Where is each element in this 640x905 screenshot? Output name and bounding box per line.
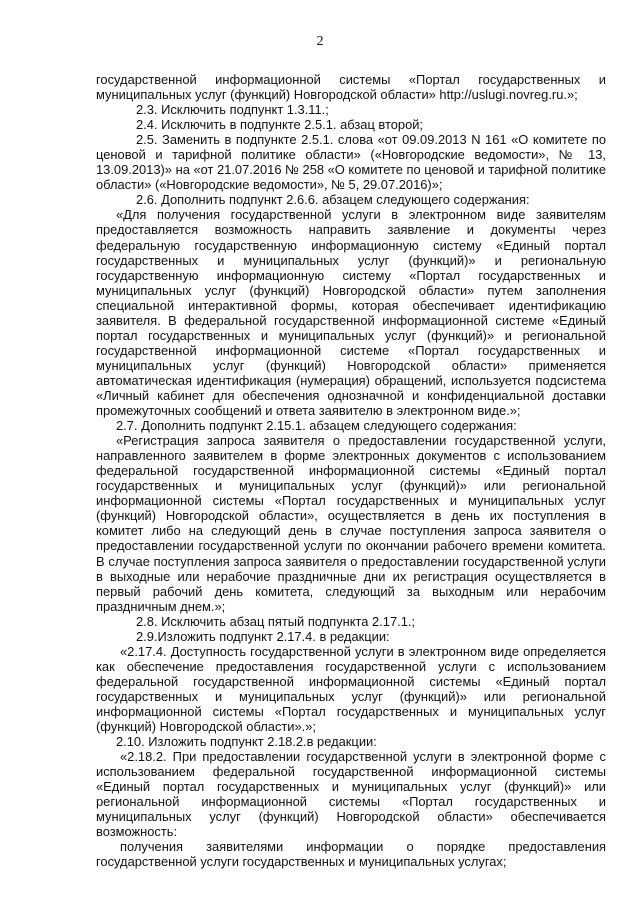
- paragraph-continuation: государственной информационной системы «Портал государственных и муниципальных услуг (функций) Новгородской области» http://uslugi.novreg.ru.»;: [96, 72, 606, 103]
- paragraph-quote-request-registration: «Регистрация запроса заявителя о предоставлении государственной услуги, направленного заявителем в форме электронных документов с использованием федеральной государственной информационной системы «Единый портал государственных и муниципальных услуг (функций)» или региональной информационной системы «Портал государственных и муниципальных услуг (функций) Новгородской области», осуществляется в день их поступления в комитет либо на следующий день в случае поступления запроса заявителя о предоставлении государственной услуги по окончании рабочего времени комитета. В случае поступления запроса заявителя о предоставлении государственной услуги в выходные или нерабочие праздничные дни их регистрация осуществляется в первый рабочий день комитета, следующий за выходным или нерабочим праздничным днем.»;: [96, 433, 606, 614]
- paragraph-list-item-information: получения заявителями информации о порядке предоставления государственной услуги государственных и муниципальных услугах;: [96, 839, 606, 870]
- document-body: [96, 72, 606, 869]
- paragraph-item-2-9: 2.9.Изложить подпункт 2.17.4. в редакции:: [136, 628, 390, 644]
- page-number: 2: [316, 34, 324, 49]
- paragraph-item-2-7: 2.7. Дополнить подпункт 2.15.1. абзацем следующего содержания:: [116, 418, 517, 434]
- paragraph-item-2-5: 2.5. Заменить в подпункте 2.5.1. слова «от 09.09.2013 N 161 «О комитете по ценовой и тарифной политике области» («Новгородские ведомости», № 13, 13.09.2013)» на «от 21.07.2016 № 258 «О комитете по ценовой и тарифной политике области» («Новгородские ведомости», № 5, 29.07.2016)»;: [96, 132, 606, 193]
- paragraph-quote-2-18-2: «2.18.2. При предоставлении государственной услуги в электронной форме с использованием федеральной государственной информационной системы «Единый портал государственных и муниципальных услуг (функций)» или региональной информационной системы «Портал государственных и муниципальных услуг (функций) Новгородской области» обеспечивается возможность:: [96, 749, 606, 840]
- paragraph-item-2-6: 2.6. Дополнить подпункт 2.6.6. абзацем следующего содержания:: [136, 192, 530, 208]
- paragraph-quote-2-17-4: «2.17.4. Доступность государственной услуги в электронном виде определяется как обеспечение предоставления государственной услуги с использованием федеральной государственной информационной системы «Единый портал государственных и муниципальных услуг (функций)» или региональной информационной системы «Портал государственных и муниципальных услуг (функций) Новгородской области».»;: [96, 643, 606, 735]
- paragraph-quote-electronic-submission: «Для получения государственной услуги в электронном виде заявителям предоставляется возможность направить заявление и документы через федеральную государственную информационную систему «Единый портал государственных и муниципальных услуг (функций)» и региональную государственную информационную систему «Портал государственных и муниципальных услуг (функций) Новгородской области» путем заполнения специальной интерактивной формы, которая обеспечивает идентификацию заявителя. В федеральной государственной информационной системе «Единый портал государственных и муниципальных услуг (функций)» и региональной государственной информационной системе «Портал государственных и муниципальных услуг (функций) Новгородской области» применяется автоматическая идентификация (нумерация) обращений, используется подсистема «Личный кабинет для обеспечения однозначной и конфиденциальной доставки промежуточных сообщений и ответа заявителю в электронном виде.»;: [96, 207, 606, 419]
- paragraph-item-2-8: 2.8. Исключить абзац пятый подпункта 2.17.1.;: [136, 613, 416, 629]
- paragraph-item-2-3: 2.3. Исключить подпункт 1.3.11.;: [136, 102, 329, 118]
- paragraph-item-2-4: 2.4. Исключить в подпункте 2.5.1. абзац второй;: [136, 117, 424, 133]
- paragraph-item-2-10: 2.10. Изложить подпункт 2.18.2.в редакции:: [116, 734, 377, 750]
